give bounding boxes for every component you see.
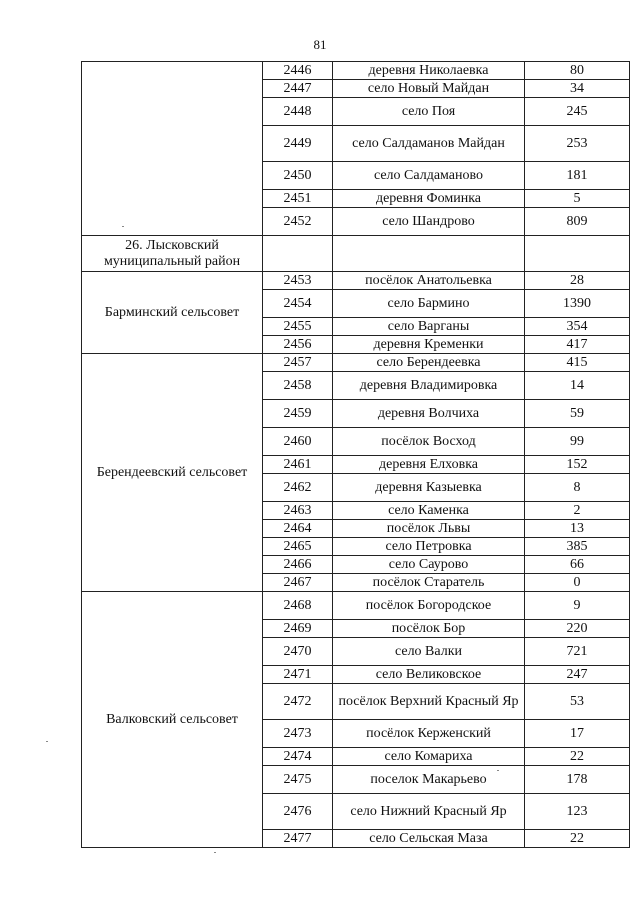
settlement-name: деревня Владимировка: [333, 372, 525, 400]
settlement-number: 2467: [263, 574, 333, 592]
settlement-name: посёлок Львы: [333, 520, 525, 538]
settlement-name: село Петровка: [333, 538, 525, 556]
settlement-number: 2456: [263, 336, 333, 354]
population: 14: [525, 372, 630, 400]
settlement-name: посёлок Анатольевка: [333, 272, 525, 290]
settlement-number: 2476: [263, 794, 333, 830]
population: 220: [525, 620, 630, 638]
population: 80: [525, 62, 630, 80]
settlement-name: село Салдаманов Майдан: [333, 126, 525, 162]
settlement-number: 2450: [263, 162, 333, 190]
table-body: [82, 62, 630, 848]
population: 253: [525, 126, 630, 162]
population: 354: [525, 318, 630, 336]
district-header-row: [82, 236, 630, 272]
population: 247: [525, 666, 630, 684]
population: 0: [525, 574, 630, 592]
population: 53: [525, 684, 630, 720]
settlement-number: 2477: [263, 830, 333, 848]
district-title: 26. Лысковский муниципальный район: [82, 236, 263, 272]
settlement-name: поселок Макарьево: [333, 766, 525, 794]
population: 721: [525, 638, 630, 666]
settlement-name: село Берендеевка: [333, 354, 525, 372]
settlement-name: село Каменка: [333, 502, 525, 520]
settlement-name: село Салдаманово: [333, 162, 525, 190]
population: 13: [525, 520, 630, 538]
settlement-number: 2458: [263, 372, 333, 400]
settlement-number: 2475: [263, 766, 333, 794]
settlement-name: посёлок Верхний Красный Яр: [333, 684, 525, 720]
settlement-name: село Великовское: [333, 666, 525, 684]
settlement-number: 2466: [263, 556, 333, 574]
scan-speck: [46, 741, 48, 742]
settlement-number: 2457: [263, 354, 333, 372]
scan-speck: [122, 226, 124, 227]
population: 152: [525, 456, 630, 474]
council-name: [82, 62, 263, 236]
empty-cell: [263, 236, 333, 272]
population: 385: [525, 538, 630, 556]
settlement-number: 2464: [263, 520, 333, 538]
population: 123: [525, 794, 630, 830]
settlement-name: село Валки: [333, 638, 525, 666]
population: 59: [525, 400, 630, 428]
population: 415: [525, 354, 630, 372]
settlement-name: деревня Кременки: [333, 336, 525, 354]
settlement-name: посёлок Бор: [333, 620, 525, 638]
settlement-number: 2472: [263, 684, 333, 720]
settlement-number: 2462: [263, 474, 333, 502]
settlement-number: 2448: [263, 98, 333, 126]
settlement-name: село Саурово: [333, 556, 525, 574]
population: 9: [525, 592, 630, 620]
settlement-name: село Поя: [333, 98, 525, 126]
settlement-name: деревня Волчиха: [333, 400, 525, 428]
settlement-number: 2461: [263, 456, 333, 474]
settlement-name: село Нижний Красный Яр: [333, 794, 525, 830]
council-name: Валковский сельсовет: [82, 592, 263, 848]
settlement-name: посёлок Керженский: [333, 720, 525, 748]
table-row: [82, 62, 630, 80]
settlement-name: деревня Николаевка: [333, 62, 525, 80]
settlement-number: 2470: [263, 638, 333, 666]
population: 34: [525, 80, 630, 98]
population: 22: [525, 830, 630, 848]
population: 809: [525, 208, 630, 236]
settlement-number: 2447: [263, 80, 333, 98]
settlement-number: 2451: [263, 190, 333, 208]
settlement-name: село Новый Майдан: [333, 80, 525, 98]
page-number: 81: [313, 37, 327, 52]
settlement-name: деревня Казыевка: [333, 474, 525, 502]
settlement-name: село Комариха: [333, 748, 525, 766]
settlement-name: село Сельская Маза: [333, 830, 525, 848]
settlement-name: деревня Елховка: [333, 456, 525, 474]
settlement-number: 2460: [263, 428, 333, 456]
settlement-number: 2474: [263, 748, 333, 766]
empty-cell: [333, 236, 525, 272]
settlement-number: 2459: [263, 400, 333, 428]
settlement-number: 2465: [263, 538, 333, 556]
settlement-number: 2468: [263, 592, 333, 620]
council-name: Берендеевский сельсовет: [82, 354, 263, 592]
table-row: [82, 354, 630, 372]
settlement-name: деревня Фоминка: [333, 190, 525, 208]
settlement-number: 2452: [263, 208, 333, 236]
population: 22: [525, 748, 630, 766]
settlement-number: 2454: [263, 290, 333, 318]
settlement-name: посёлок Богородское: [333, 592, 525, 620]
population: 2: [525, 502, 630, 520]
population: 178: [525, 766, 630, 794]
population: 5: [525, 190, 630, 208]
settlement-name: село Шандрово: [333, 208, 525, 236]
settlement-number: 2449: [263, 126, 333, 162]
empty-cell: [525, 236, 630, 272]
population: 1390: [525, 290, 630, 318]
settlement-name: село Варганы: [333, 318, 525, 336]
population: 245: [525, 98, 630, 126]
settlement-number: 2453: [263, 272, 333, 290]
population: 66: [525, 556, 630, 574]
table-row: [82, 592, 630, 620]
table-row: [82, 272, 630, 290]
population: 28: [525, 272, 630, 290]
population: 17: [525, 720, 630, 748]
settlements-table: [81, 61, 630, 848]
settlement-number: 2463: [263, 502, 333, 520]
population: 99: [525, 428, 630, 456]
settlement-number: 2473: [263, 720, 333, 748]
settlement-name: посёлок Восход: [333, 428, 525, 456]
population: 417: [525, 336, 630, 354]
settlement-number: 2455: [263, 318, 333, 336]
population: 181: [525, 162, 630, 190]
settlement-name: посёлок Старатель: [333, 574, 525, 592]
scan-speck: [214, 852, 216, 853]
population: 8: [525, 474, 630, 502]
settlement-name: село Бармино: [333, 290, 525, 318]
scan-speck: [497, 770, 499, 771]
council-name: Барминский сельсовет: [82, 272, 263, 354]
settlement-number: 2471: [263, 666, 333, 684]
settlement-number: 2469: [263, 620, 333, 638]
settlement-number: 2446: [263, 62, 333, 80]
